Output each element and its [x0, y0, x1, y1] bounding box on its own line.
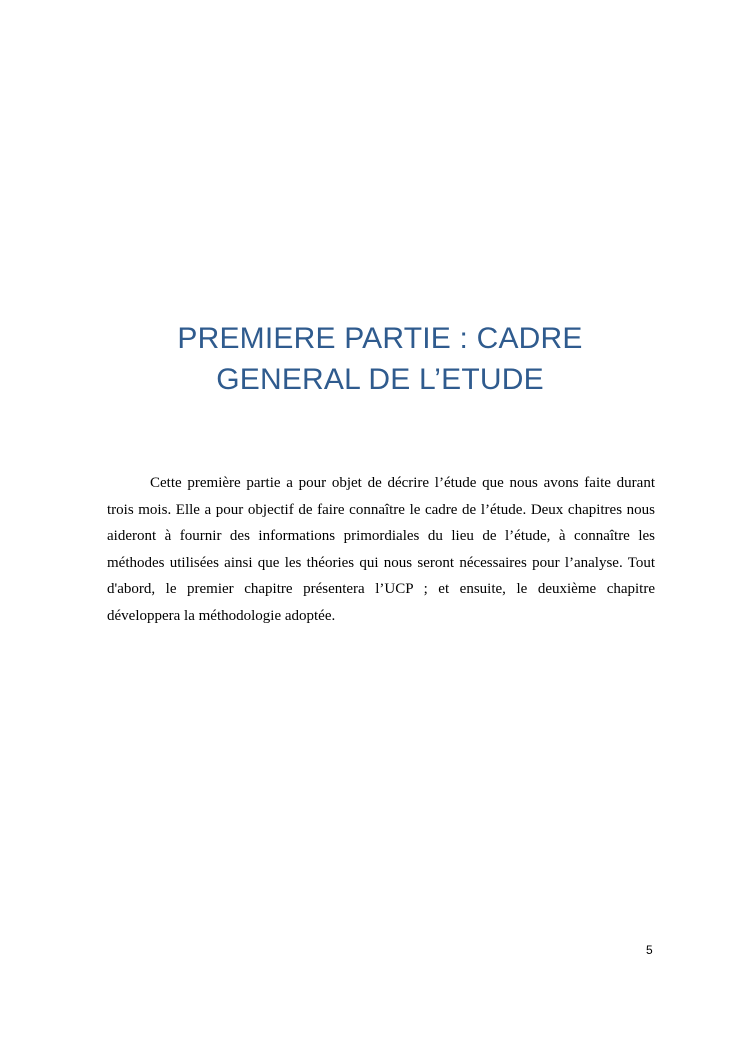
part-title-line-2: GENERAL DE L’ETUDE	[216, 363, 544, 396]
page-number: 5	[646, 943, 653, 957]
part-title	[60, 318, 700, 400]
intro-paragraph: Cette première partie a pour objet de décrire l’étude que nous avons faite durant trois mois. Elle a pour objectif de faire connaître le cadre de l’étude. Deux chapitres nous aideront à fournir des informations primordiales du lieu de l’étude, à connaître les méthodes utilisées ainsi que les théories qui nous seront nécessaires pour l’analyse. Tout d'abord, le premier chapitre présentera l’UCP ; et ensuite, le deuxième chapitre développera la méthodologie adoptée.	[107, 475, 655, 624]
part-title-line-1: PREMIERE PARTIE : CADRE	[177, 322, 583, 355]
